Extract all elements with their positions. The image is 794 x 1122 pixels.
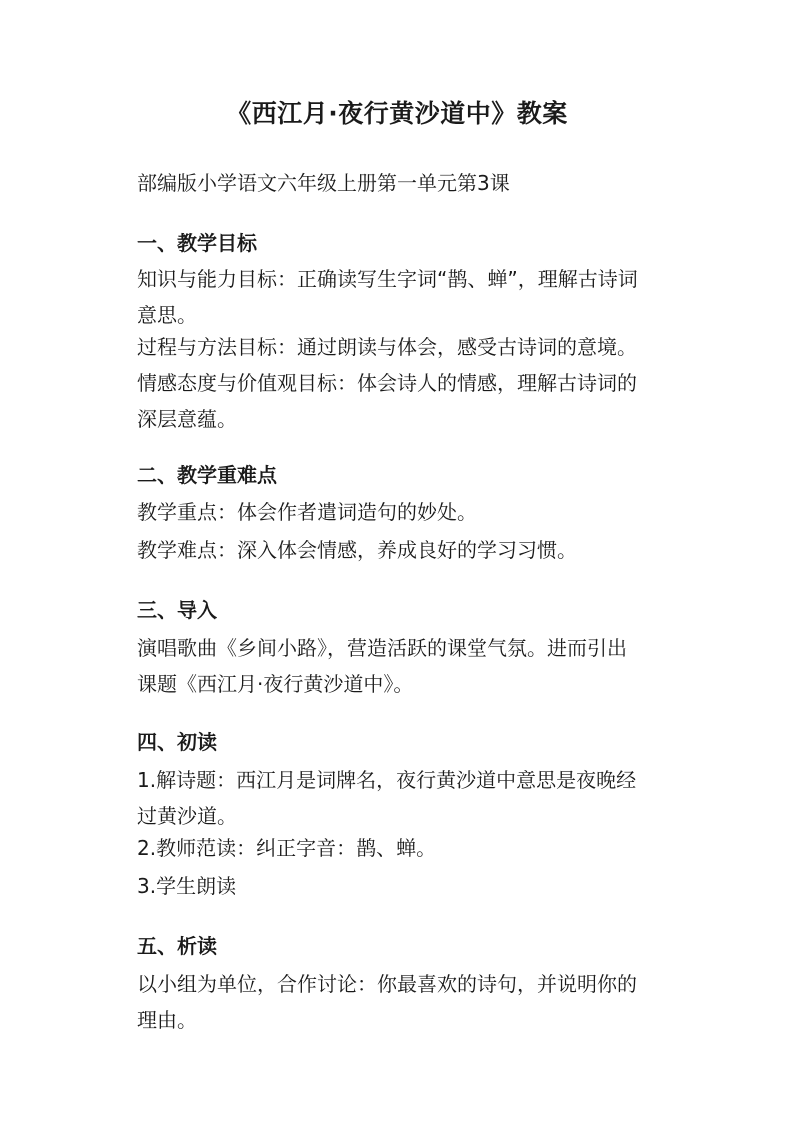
text-line: 以小组为单位，合作讨论：你最喜欢的诗句，并说明你的 (137, 972, 637, 996)
paragraph-group-discussion (137, 966, 697, 1038)
text-line: 3.学生朗读 (137, 874, 237, 898)
paragraph-teacher-reading (137, 830, 697, 866)
section-heading-key-points: 二、教学重难点 (137, 463, 277, 487)
text-line: 过黄沙道。 (137, 804, 237, 828)
text-line: 课题《西江月·夜行黄沙道中》。 (137, 672, 414, 696)
paragraph-process-goal (137, 329, 697, 365)
section-heading-introduction: 三、导入 (137, 598, 217, 622)
paragraph-emotion-goal (137, 365, 697, 437)
text-line: 教学难点：深入体会情感，养成良好的学习习惯。 (137, 538, 577, 562)
text-line: 1.解诗题：西江月是词牌名，夜行黄沙道中意思是夜晚经 (137, 768, 637, 792)
text-line: 过程与方法目标：通过朗读与体会，感受古诗词的意境。 (137, 335, 637, 359)
text-line: 情感态度与价值观目标：体会诗人的情感，理解古诗词的 (137, 371, 637, 395)
paragraph-difficult-point (137, 532, 697, 568)
section-heading-objectives: 一、教学目标 (137, 231, 257, 255)
document-title: 《西江月·夜行黄沙道中》教案 (226, 99, 568, 128)
section-heading-first-reading: 四、初读 (137, 730, 217, 754)
paragraph-knowledge-goal (137, 261, 697, 333)
text-line: 教学重点：体会作者遣词造句的妙处。 (137, 500, 477, 524)
text-line: 2.教师范读：纠正字音：鹊、蝉。 (137, 836, 437, 860)
document-subtitle: 部编版小学语文六年级上册第一单元第3课 (137, 171, 510, 195)
text-line: 意思。 (137, 303, 197, 327)
text-line: 知识与能力目标：正确读写生字词“鹊、蝉”，理解古诗词 (137, 267, 638, 291)
text-line: 理由。 (137, 1008, 197, 1032)
text-line: 演唱歌曲《乡间小路》，营造活跃的课堂气氛。进而引出 (137, 636, 627, 660)
paragraph-student-reading (137, 868, 697, 904)
paragraph-key-point (137, 494, 697, 530)
section-heading-analysis: 五、析读 (137, 934, 217, 958)
paragraph-title-explanation (137, 762, 697, 834)
paragraph-introduction (137, 630, 697, 702)
text-line: 深层意蕴。 (137, 407, 237, 431)
